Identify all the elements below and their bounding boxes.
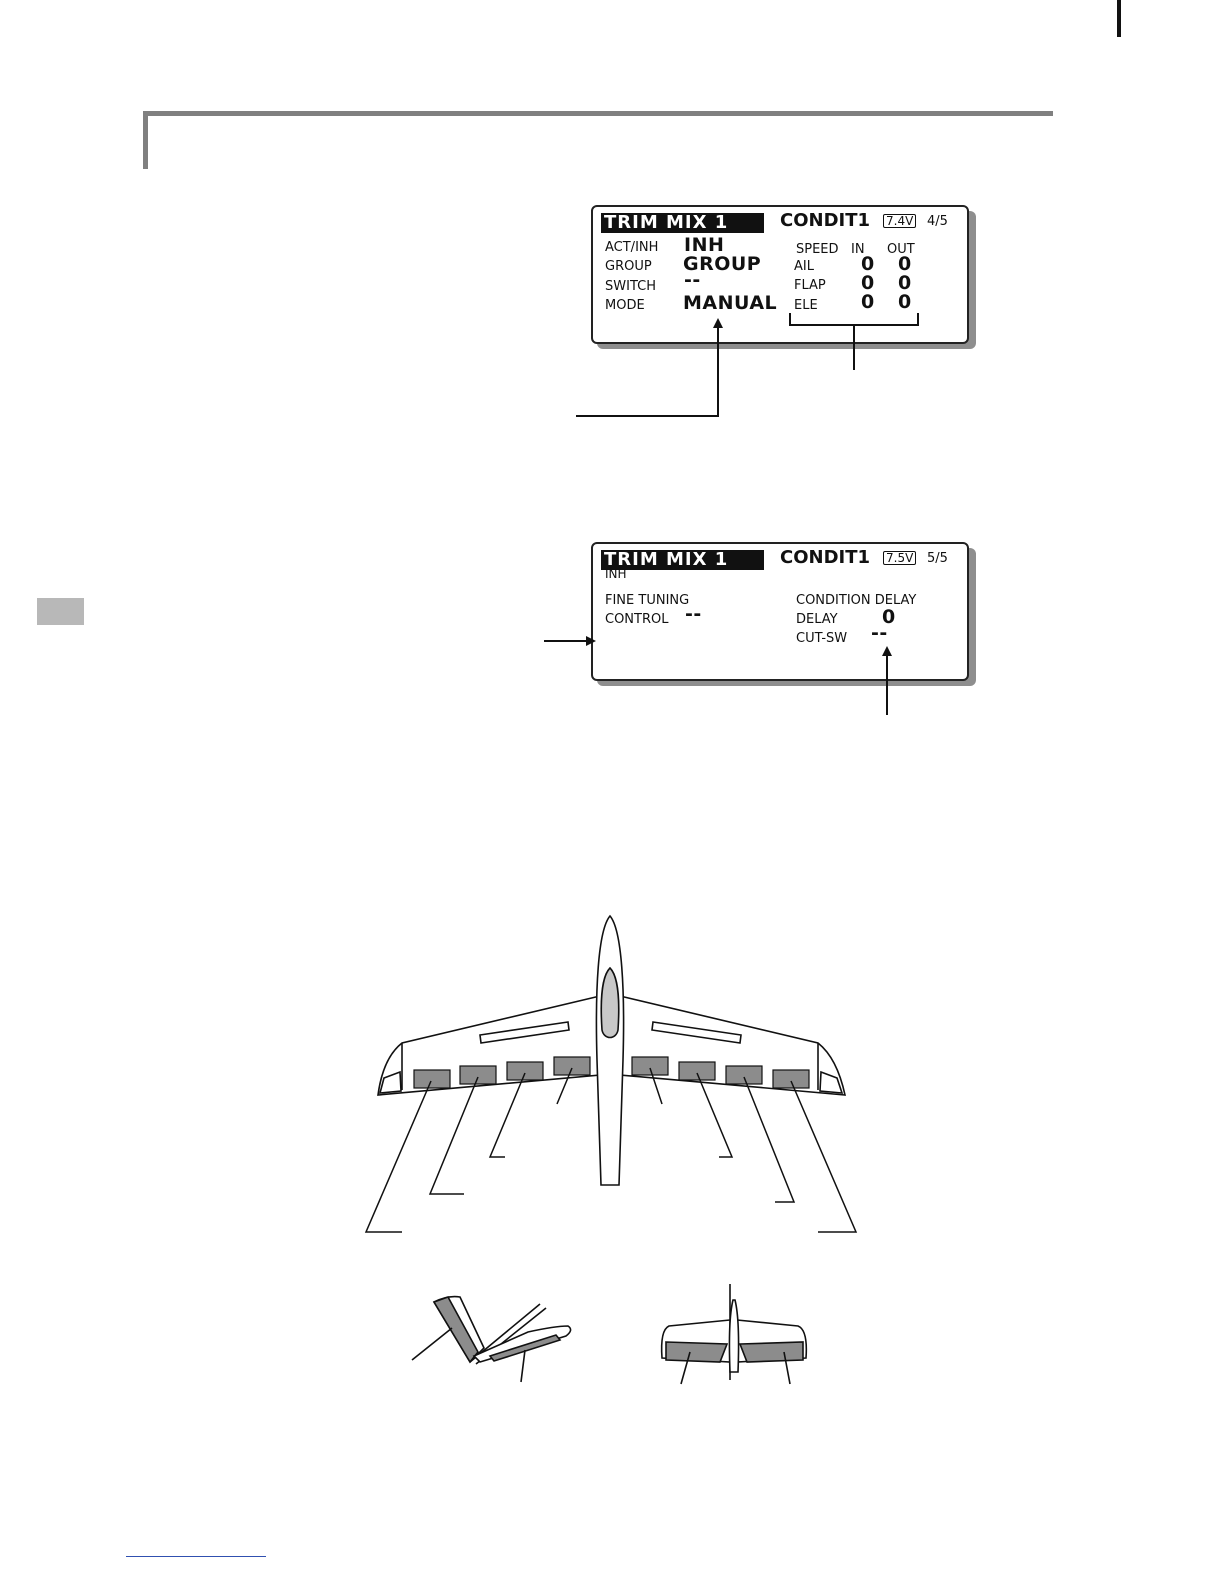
control-value[interactable]: --	[685, 603, 702, 625]
page-indicator: 4/5	[927, 214, 948, 229]
right-aileron-outer	[773, 1070, 809, 1088]
screen-title: TRIM MIX 1	[601, 213, 764, 233]
speed-in-value[interactable]: 0	[861, 253, 875, 275]
battery-voltage: 7.5V	[883, 551, 916, 565]
status-value: INH	[605, 567, 627, 581]
tail-side-view	[412, 1297, 571, 1382]
act-inh-label: ACT/INH	[605, 240, 659, 255]
speed-row-label: ELE	[794, 298, 818, 313]
speed-row-label: AIL	[794, 259, 814, 274]
speed-out-value[interactable]: 0	[898, 272, 912, 294]
act-inh-value[interactable]: INH	[684, 234, 725, 256]
right-flap-outer	[679, 1062, 715, 1080]
fine-tuning-label: FINE TUNING	[605, 593, 690, 608]
group-value[interactable]: GROUP	[683, 253, 762, 275]
left-flap-outer	[507, 1062, 543, 1080]
condition-delay-label: CONDITION DELAY	[796, 593, 917, 608]
speed-row-label: FLAP	[794, 278, 826, 293]
speed-in-value[interactable]: 0	[861, 272, 875, 294]
mode-value[interactable]: MANUAL	[683, 292, 778, 314]
left-aileron-inner	[460, 1066, 496, 1084]
group-label: GROUP	[605, 259, 652, 274]
switch-label: SWITCH	[605, 279, 656, 294]
speed-in-header: IN	[851, 242, 865, 257]
speed-header: SPEED	[796, 242, 839, 257]
control-label: CONTROL	[605, 612, 669, 627]
cut-sw-label: CUT-SW	[796, 631, 848, 646]
battery-voltage: 7.4V	[883, 214, 916, 228]
delay-label: DELAY	[796, 612, 838, 627]
speed-out-value[interactable]: 0	[898, 253, 912, 275]
speed-bracket	[790, 313, 918, 370]
page-indicator: 5/5	[927, 551, 948, 566]
cut-sw-value[interactable]: --	[871, 622, 888, 644]
speed-out-header: OUT	[887, 242, 915, 257]
mode-label: MODE	[605, 298, 645, 313]
left-aileron-outer	[414, 1070, 450, 1088]
speed-out-value[interactable]: 0	[898, 291, 912, 313]
speed-in-value[interactable]: 0	[861, 291, 875, 313]
tail-top-view	[662, 1284, 807, 1384]
condition-name: CONDIT1	[780, 210, 871, 231]
screen-title: TRIM MIX 1	[601, 550, 764, 570]
left-flap-inner	[554, 1057, 590, 1075]
condition-name: CONDIT1	[780, 547, 871, 568]
delay-value[interactable]: 0	[882, 606, 896, 628]
glider-top-view	[378, 916, 845, 1185]
switch-value[interactable]: --	[684, 269, 701, 291]
mode-callout-arrow	[576, 320, 718, 416]
right-flap-inner	[632, 1057, 668, 1075]
right-aileron-inner	[726, 1066, 762, 1084]
